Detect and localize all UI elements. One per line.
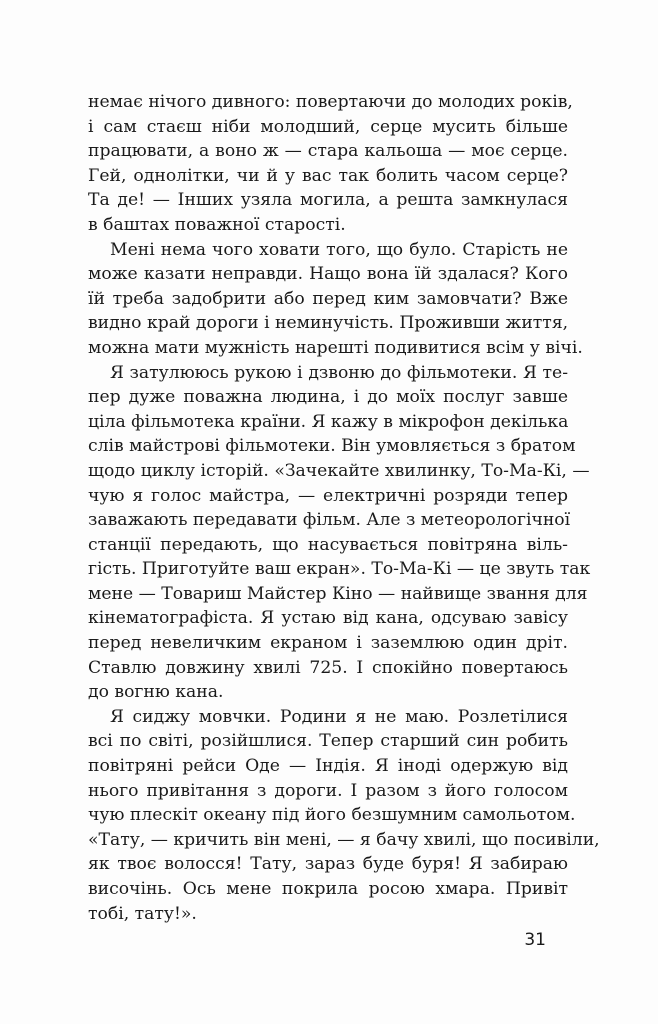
page-number: 31 [524, 930, 546, 950]
text-line: всі по світі, розійшлися. Тепер старший син робить [88, 731, 568, 752]
text-line: нього привітання з дороги. І разом з його голосом [88, 780, 568, 801]
text-line: може казати неправди. Нащо вона їй здалася? Кого [88, 264, 568, 285]
text-line: «Тату, — кричить він мені, — я бачу хвилі, що посивіли, [88, 829, 600, 850]
text-line: тобі, тату!». [88, 903, 197, 924]
text-line: гість. Приготуйте ваш екран». То-Ма-Кі — це звуть так [88, 559, 591, 580]
text-line: Мені нема чого ховати того, що було. Старість не [110, 239, 568, 260]
text-line: Я сиджу мовчки. Родини я не маю. Розлетілися [110, 706, 568, 727]
text-line: перед невеличким екраном і заземлюю один дріт. [88, 633, 568, 654]
text-line: станції передають, що насувається повітряна віль- [88, 534, 568, 555]
text-line: видно край дороги і неминучість. Проживши життя, [88, 313, 569, 334]
text-line: Та де! — Інших узяла могила, а решта замкнулася [88, 190, 568, 211]
text-line: чую я голос майстра, — електричні розряди тепер [88, 485, 568, 506]
text-line: Гей, однолітки, чи й у вас так болить часом серце? [88, 165, 568, 186]
text-line: працювати, а воно ж — стара кальоша — моє серце. [88, 141, 568, 162]
text-line: щодо циклу історій. «Зачекайте хвилинку, То-Ма-Кі, — [88, 460, 590, 481]
text-line: можна мати мужність нарешті подивитися всім у вічі. [88, 337, 583, 358]
body-text [88, 90, 600, 926]
text-line: і сам стаєш ніби молодший, серце мусить більше [88, 116, 568, 137]
text-line: пер дуже поважна людина, і до моїх послуг завше [88, 387, 568, 408]
text-line: ціла фільмотека країни. Я кажу в мікрофон декілька [88, 411, 569, 432]
text-line: до вогню кана. [88, 682, 224, 703]
text-line: кінематографіста. Я устаю від кана, одсуваю завісу [88, 608, 568, 629]
text-line: їй треба задобрити або перед ким замовчати? Вже [88, 288, 568, 309]
text-line: слів майстрові фільмотеки. Він умовляється з братом [88, 436, 576, 457]
text-line: Ставлю довжину хвилі 725. І спокійно повертаюсь [88, 657, 568, 678]
text-line: немає нічого дивного: повертаючи до молодих років, [88, 92, 573, 112]
text-line: заважають передавати фільм. Але з метеорологічної [88, 510, 571, 531]
text-line: Я затулююсь рукою і дзвоню до фільмотеки. Я те- [110, 362, 568, 383]
text-line: височінь. Ось мене покрила росою хмара. Привіт [88, 879, 568, 899]
text-line: повітряні рейси Оде — Індія. Я іноді одержую від [88, 756, 568, 777]
text-line: як твоє волосся! Тату, зараз буде буря! Я забираю [88, 854, 568, 875]
text-line: в баштах поважної старості. [88, 214, 346, 235]
text-line: чую плескіт океану під його безшумним самольотом. [88, 805, 576, 826]
text-line: мене — Товариш Майстер Кіно — найвище звання для [88, 583, 588, 604]
